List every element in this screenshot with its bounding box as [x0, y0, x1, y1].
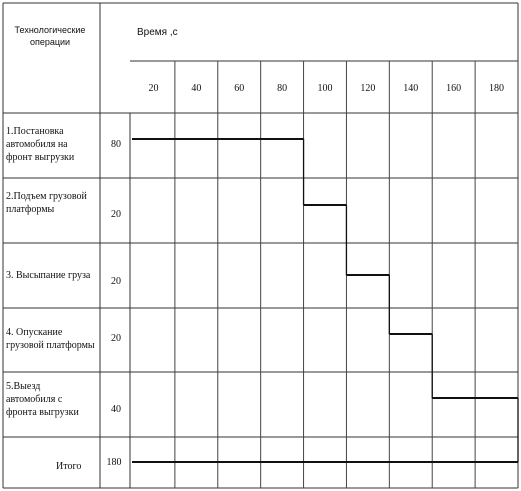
header-time: Время ,с	[137, 27, 178, 38]
operation-duration: 20	[111, 209, 121, 220]
tick-label: 40	[191, 83, 202, 94]
operation-name: 2.Подъем грузовой платформы	[6, 191, 87, 215]
operation-name: 4. Опускание грузовой платформы	[6, 327, 95, 351]
tick-label: 100	[317, 83, 333, 94]
operation-name: 1.Постановка автомобиля на фронт выгрузки	[6, 126, 75, 163]
tick-label: 160	[446, 83, 462, 94]
tick-label: 120	[360, 83, 376, 94]
operation-name: 5.Выезд автомобиля с фронта выгрузки	[6, 381, 79, 418]
tick-label: 60	[234, 83, 245, 94]
tick-label: 140	[403, 83, 419, 94]
tick-label: 180	[489, 83, 505, 94]
total-label: Итого	[56, 461, 82, 472]
total-duration: 180	[106, 457, 122, 468]
operation-duration: 20	[111, 276, 121, 287]
header-operations: Технологические операции	[14, 25, 86, 47]
operation-name: 3. Высыпание груза	[6, 270, 91, 281]
tick-label: 80	[277, 83, 288, 94]
operation-duration: 80	[111, 139, 121, 150]
operation-duration: 20	[111, 333, 121, 344]
tick-label: 20	[148, 83, 159, 94]
operation-duration: 40	[111, 404, 121, 415]
